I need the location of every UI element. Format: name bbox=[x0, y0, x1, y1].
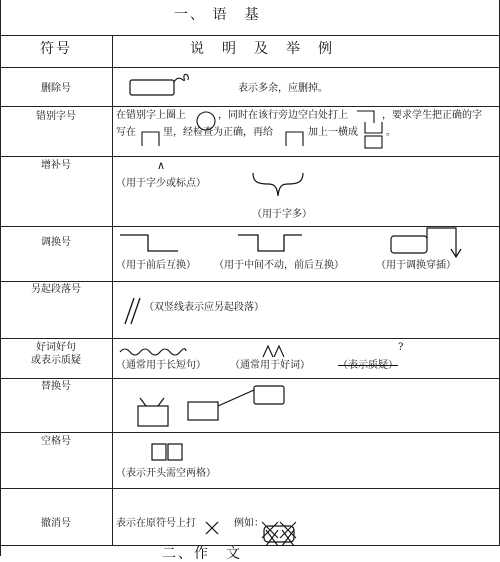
good-note-1: （通常用于长短句） bbox=[116, 360, 206, 371]
swap-mark-3-icon bbox=[388, 222, 468, 260]
swap-note-2: （用于中间不动，前后互换） bbox=[214, 260, 344, 271]
row-line bbox=[0, 488, 500, 489]
symbol-name-good-1: 好词好句 bbox=[36, 342, 76, 353]
wrong-char-text-2c: 加上一横成 bbox=[308, 127, 358, 138]
wrong-char-text-1b: ，同时在该行旁边空白处打上 bbox=[218, 110, 348, 121]
open-box-icon-2 bbox=[284, 130, 306, 148]
swap-note-1: （用于前后互换） bbox=[116, 260, 196, 271]
row-line bbox=[0, 281, 500, 282]
cross-mark-icon bbox=[204, 520, 220, 536]
open-box-icon bbox=[140, 130, 162, 148]
closed-box-icon bbox=[362, 120, 386, 150]
row-line bbox=[0, 67, 500, 68]
cancel-example-label: 例如： bbox=[234, 518, 264, 529]
symbol-name-swap: 调换号 bbox=[41, 237, 71, 248]
delete-mark-icon bbox=[128, 72, 198, 100]
insert-note-small: （用于字少或标点） bbox=[116, 178, 206, 189]
symbol-name-paragraph: 另起段落号 bbox=[31, 284, 81, 295]
symbol-name-cancel: 撤消号 bbox=[41, 518, 71, 529]
good-note-3: （表示质疑） bbox=[338, 360, 398, 371]
triangle-mark-icon bbox=[262, 344, 286, 358]
section-title: 一、 语 基 bbox=[174, 7, 261, 23]
wrong-char-text-1a: 在错别字上圈上 bbox=[116, 110, 186, 121]
row-line bbox=[0, 35, 500, 36]
row-line bbox=[0, 338, 500, 339]
good-note-2: （通常用于好词） bbox=[230, 360, 310, 371]
symbol-name-insert: 增补号 bbox=[41, 160, 71, 171]
paragraph-note: （双竖线表示应另起段落） bbox=[144, 302, 264, 313]
next-section-title: 二、作 文 bbox=[162, 546, 242, 562]
cancel-example-icon bbox=[260, 520, 300, 548]
replace-mark-icon bbox=[134, 384, 294, 430]
column-header-symbol: 符号 bbox=[40, 41, 72, 57]
wrong-char-text-2d: 。 bbox=[386, 127, 396, 138]
wrong-char-text-2b: 里，经检查为正确，再给 bbox=[163, 127, 273, 138]
wavy-line-icon bbox=[118, 345, 188, 357]
row-line bbox=[0, 106, 500, 107]
wrong-char-text-2a: 写在 bbox=[116, 127, 136, 138]
delete-description: 表示多余，应删掉。 bbox=[238, 83, 328, 94]
symbol-name-delete: 删除号 bbox=[41, 83, 71, 94]
space-note: （表示开头需空两格） bbox=[116, 468, 216, 479]
symbol-name-good-2: 或表示质疑 bbox=[31, 355, 81, 366]
row-line bbox=[0, 378, 500, 379]
symbol-name-space: 空格号 bbox=[41, 436, 71, 447]
column-header-description: 说 明 及 举 例 bbox=[190, 41, 334, 57]
row-line bbox=[0, 545, 500, 546]
cancel-description: 表示在原符号上打 bbox=[116, 518, 196, 529]
swap-mark-2-icon bbox=[236, 233, 306, 255]
double-box-icon bbox=[150, 442, 186, 462]
insert-note-large: （用于字多） bbox=[252, 209, 312, 220]
row-line bbox=[0, 156, 500, 157]
double-slash-icon bbox=[122, 296, 146, 326]
row-line bbox=[0, 432, 500, 433]
swap-mark-1-icon bbox=[118, 233, 182, 253]
caret-mark: ∧ bbox=[157, 159, 166, 172]
column-divider bbox=[112, 35, 113, 545]
question-mark: ? bbox=[398, 342, 404, 353]
brace-mark-icon bbox=[250, 170, 306, 200]
wrong-char-text-1c: ，要求学生把正确的字 bbox=[382, 110, 482, 121]
symbol-name-wrong-char: 错别字号 bbox=[36, 111, 76, 122]
symbol-name-replace: 替换号 bbox=[41, 381, 71, 392]
swap-note-3: （用于调换穿插） bbox=[376, 260, 456, 271]
